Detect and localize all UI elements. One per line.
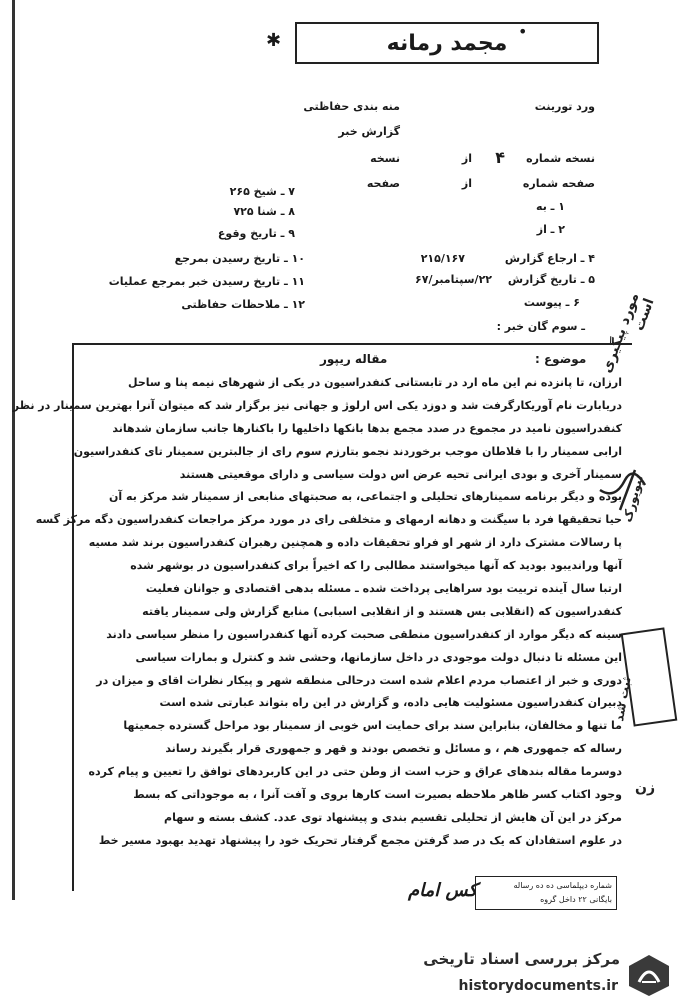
top-divider <box>72 343 632 345</box>
body-line: ارزان، تا پانزده نم این ماه ارد در تابستانی کنفدراسیون در یکی از شهرهای نیمه پنا و ساحل <box>128 376 622 389</box>
margin-note-2: نیویورک <box>620 473 646 524</box>
field-report-date-label: ۵ ـ تاریخ گزارش <box>507 273 595 286</box>
stamp-mark <box>621 627 678 726</box>
archive-logo-icon <box>626 952 672 998</box>
field-attach: ۶ ـ پیوست <box>523 296 580 309</box>
body-line: سینه که دیگر موارد از کنفدراسیون منطقی صحبت کرده آنها کنفدراسیون را منظر سیاسی دادند <box>106 627 622 641</box>
margin-note-3: ثبت شد <box>612 675 634 723</box>
field-report-type: گزارش خبر <box>338 125 400 138</box>
body-line: دبیران کنفدراسیون مسئولیت هایی داده، و گزارش در این راه بتواند عبارتی شده است <box>159 696 622 710</box>
document-header-title: مجمد رمانه <box>295 22 599 64</box>
body-line: این مسئله تا دنبال دولت موجودی در داخل سازمانها، وحشی شد و کنترل و بمارات سیاسی <box>135 650 622 664</box>
body-line: وجود اکتاب کسر ظاهر ملاحظه بصیرت است کارها بروی و آفت آنرا ، به موجوداتی که بسط <box>133 788 622 802</box>
field-department: ورد تورینت <box>534 100 595 113</box>
subject-label: موضوع : <box>535 352 587 366</box>
body-line: کنفدراسیون نامید در مجموع در صدد مجمع بدها بانکها داخلیها را باکنارها جانب سازمان شدهاند <box>112 421 622 435</box>
body-line: کنفدراسیون که (انقلابی بس هستند و از انقلابی اسبابی) منابع گزارش ولی سمینار یافته <box>142 604 622 618</box>
field-copy-no: ۴ <box>495 148 505 167</box>
body-line: پا رسالات مشترک دارد از شهر او فراو تحقیقات داده و همچنین رهبران کنفدراسیون برند شد مسیه <box>88 536 622 550</box>
field-received-10: ۱۰ ـ تاریخ رسیدن بمرجع <box>174 252 305 265</box>
footer-title: مرکز بررسی اسناد تاریخی <box>423 950 620 968</box>
field-to: ۱ ـ به <box>536 200 565 213</box>
body-line: ارتبا سال آینده تربیت بود سراهایی پرداخت شده ـ مسئله بدهی اقتصادی و جوانان فعلیت <box>145 582 622 596</box>
footer-url[interactable]: historydocuments.ir <box>458 978 618 994</box>
body-line: بوده و دیگر برنامه سمینارهای تحلیلی و اجتماعی، به صحبتهای منابعی از سمینار شد مرکز به آن <box>109 490 622 504</box>
body-line: حیا تحقیقها فرد با سیگنت و دهانه ارمهای و متخلفی رای در مورد مرکز مراجعات کنفدراسیون دگه مرکز گسه <box>35 513 622 527</box>
body-line: رساله که جمهوری هم ، و مسائل و تخصص بودند و قهر و جمهوری قرار بگیرند رساند <box>165 742 622 756</box>
asterisk-icon: ✱ <box>266 30 282 51</box>
body-line: سمینار آخری و بودی ایرانی تحیه عرض اس دولت سیاسی و دارای موقعیتی هستند <box>179 467 622 481</box>
field-copy-of: از <box>461 152 472 165</box>
field-ref-no: ۲۱۵/۱۶۷ <box>420 252 465 265</box>
body-line: در علوم استفادان که یک در صد گرفتن مجمع گرفتار تحریک خود را پیشنهاد تهدید بهبود مسیر خط <box>98 833 622 847</box>
field-date-occur: ۹ ـ تاریخ وقوع <box>217 227 295 240</box>
field-page-of: از <box>461 177 472 190</box>
field-remarks-12: ۱۲ ـ ملاحظات حفاظتی <box>181 298 305 311</box>
signature: کس امام <box>408 880 478 901</box>
header-dot: • <box>518 22 528 41</box>
field-classification: منه بندی حفاظتی <box>303 100 400 113</box>
field-page-no-label: صفحه شماره <box>522 177 595 190</box>
reference-line-2: بایگانی ۲۲ داخل گروه <box>540 895 612 904</box>
field-source: ـ سوم گان خبر : <box>496 320 585 333</box>
body-line: ارابی سمینار را با فلاطان موجب برخوردند نجمو بتارزم سوم رای از جالبترین سمینار تای کنفدراسیون <box>73 444 622 458</box>
margin-note-4: زن <box>635 780 656 796</box>
reference-box <box>475 876 617 910</box>
field-report-date: ۲۲/سپتامبر/۶۷ <box>415 273 492 286</box>
field-copies-label: نسخه <box>370 152 400 165</box>
field-from: ۲ ـ از <box>536 223 565 236</box>
left-margin-line <box>72 343 74 891</box>
margin-note-1: مورد پیگیری است <box>598 290 658 376</box>
body-line: دوسرما مقاله بندهای عراق و حزب است از وطن حتی در این کاربردهای توافق را تعیین و پیام کرده <box>88 765 622 779</box>
reference-line-1: شماره دیپلماسی ده ده رساله <box>513 881 612 890</box>
field-received-11: ۱۱ ـ تاریخ رسیدن خبر بمرجع عملیات <box>108 275 305 288</box>
body-line: ما تنها و مخالفان، بنابراین سند برای حمایت اس خوبی از سمینار بود مراحل گسترده جمعیتها <box>123 719 622 733</box>
checkmark-scribble-icon <box>595 460 655 520</box>
document-body <box>12 372 622 853</box>
field-ref-label: ۴ ـ ارجاع گزارش <box>504 252 595 265</box>
field-num8: ۸ ـ شنا ۷۲۵ <box>233 205 295 218</box>
left-border-line <box>12 0 15 900</box>
footer-bar <box>0 938 690 1006</box>
field-copy-no-label: نسخه شماره <box>526 152 595 165</box>
body-line: آنها وراندیبود بودید که آنها میخواستند مطالبی را که اخیراً برای کنفدراسیون در بوشهر شده <box>130 559 622 573</box>
field-date-event: ۷ ـ شیخ ۲۶۵ <box>229 185 295 198</box>
field-pages-label: صفحه <box>366 177 400 190</box>
subject-text: مقاله ریپور <box>320 352 388 366</box>
body-line: دریابارت نام آوریکارگرفت شد و دوزد یکی اس ارلوژ و جهانی نیز برگزار شد که میتوان آنرا بهترین سمینار در نظر <box>12 398 622 412</box>
body-line: دوری و خبر از اعتصاب مردم اعلام شده است درحالی منطقه شهر و پیکار نظرات اقای و میزان در <box>96 673 622 687</box>
body-line: مرکز در این آن هایش از تحلیلی تقسیم بندی و پیشنهاد توی عدد. کشف بسته و سهام <box>164 810 622 824</box>
